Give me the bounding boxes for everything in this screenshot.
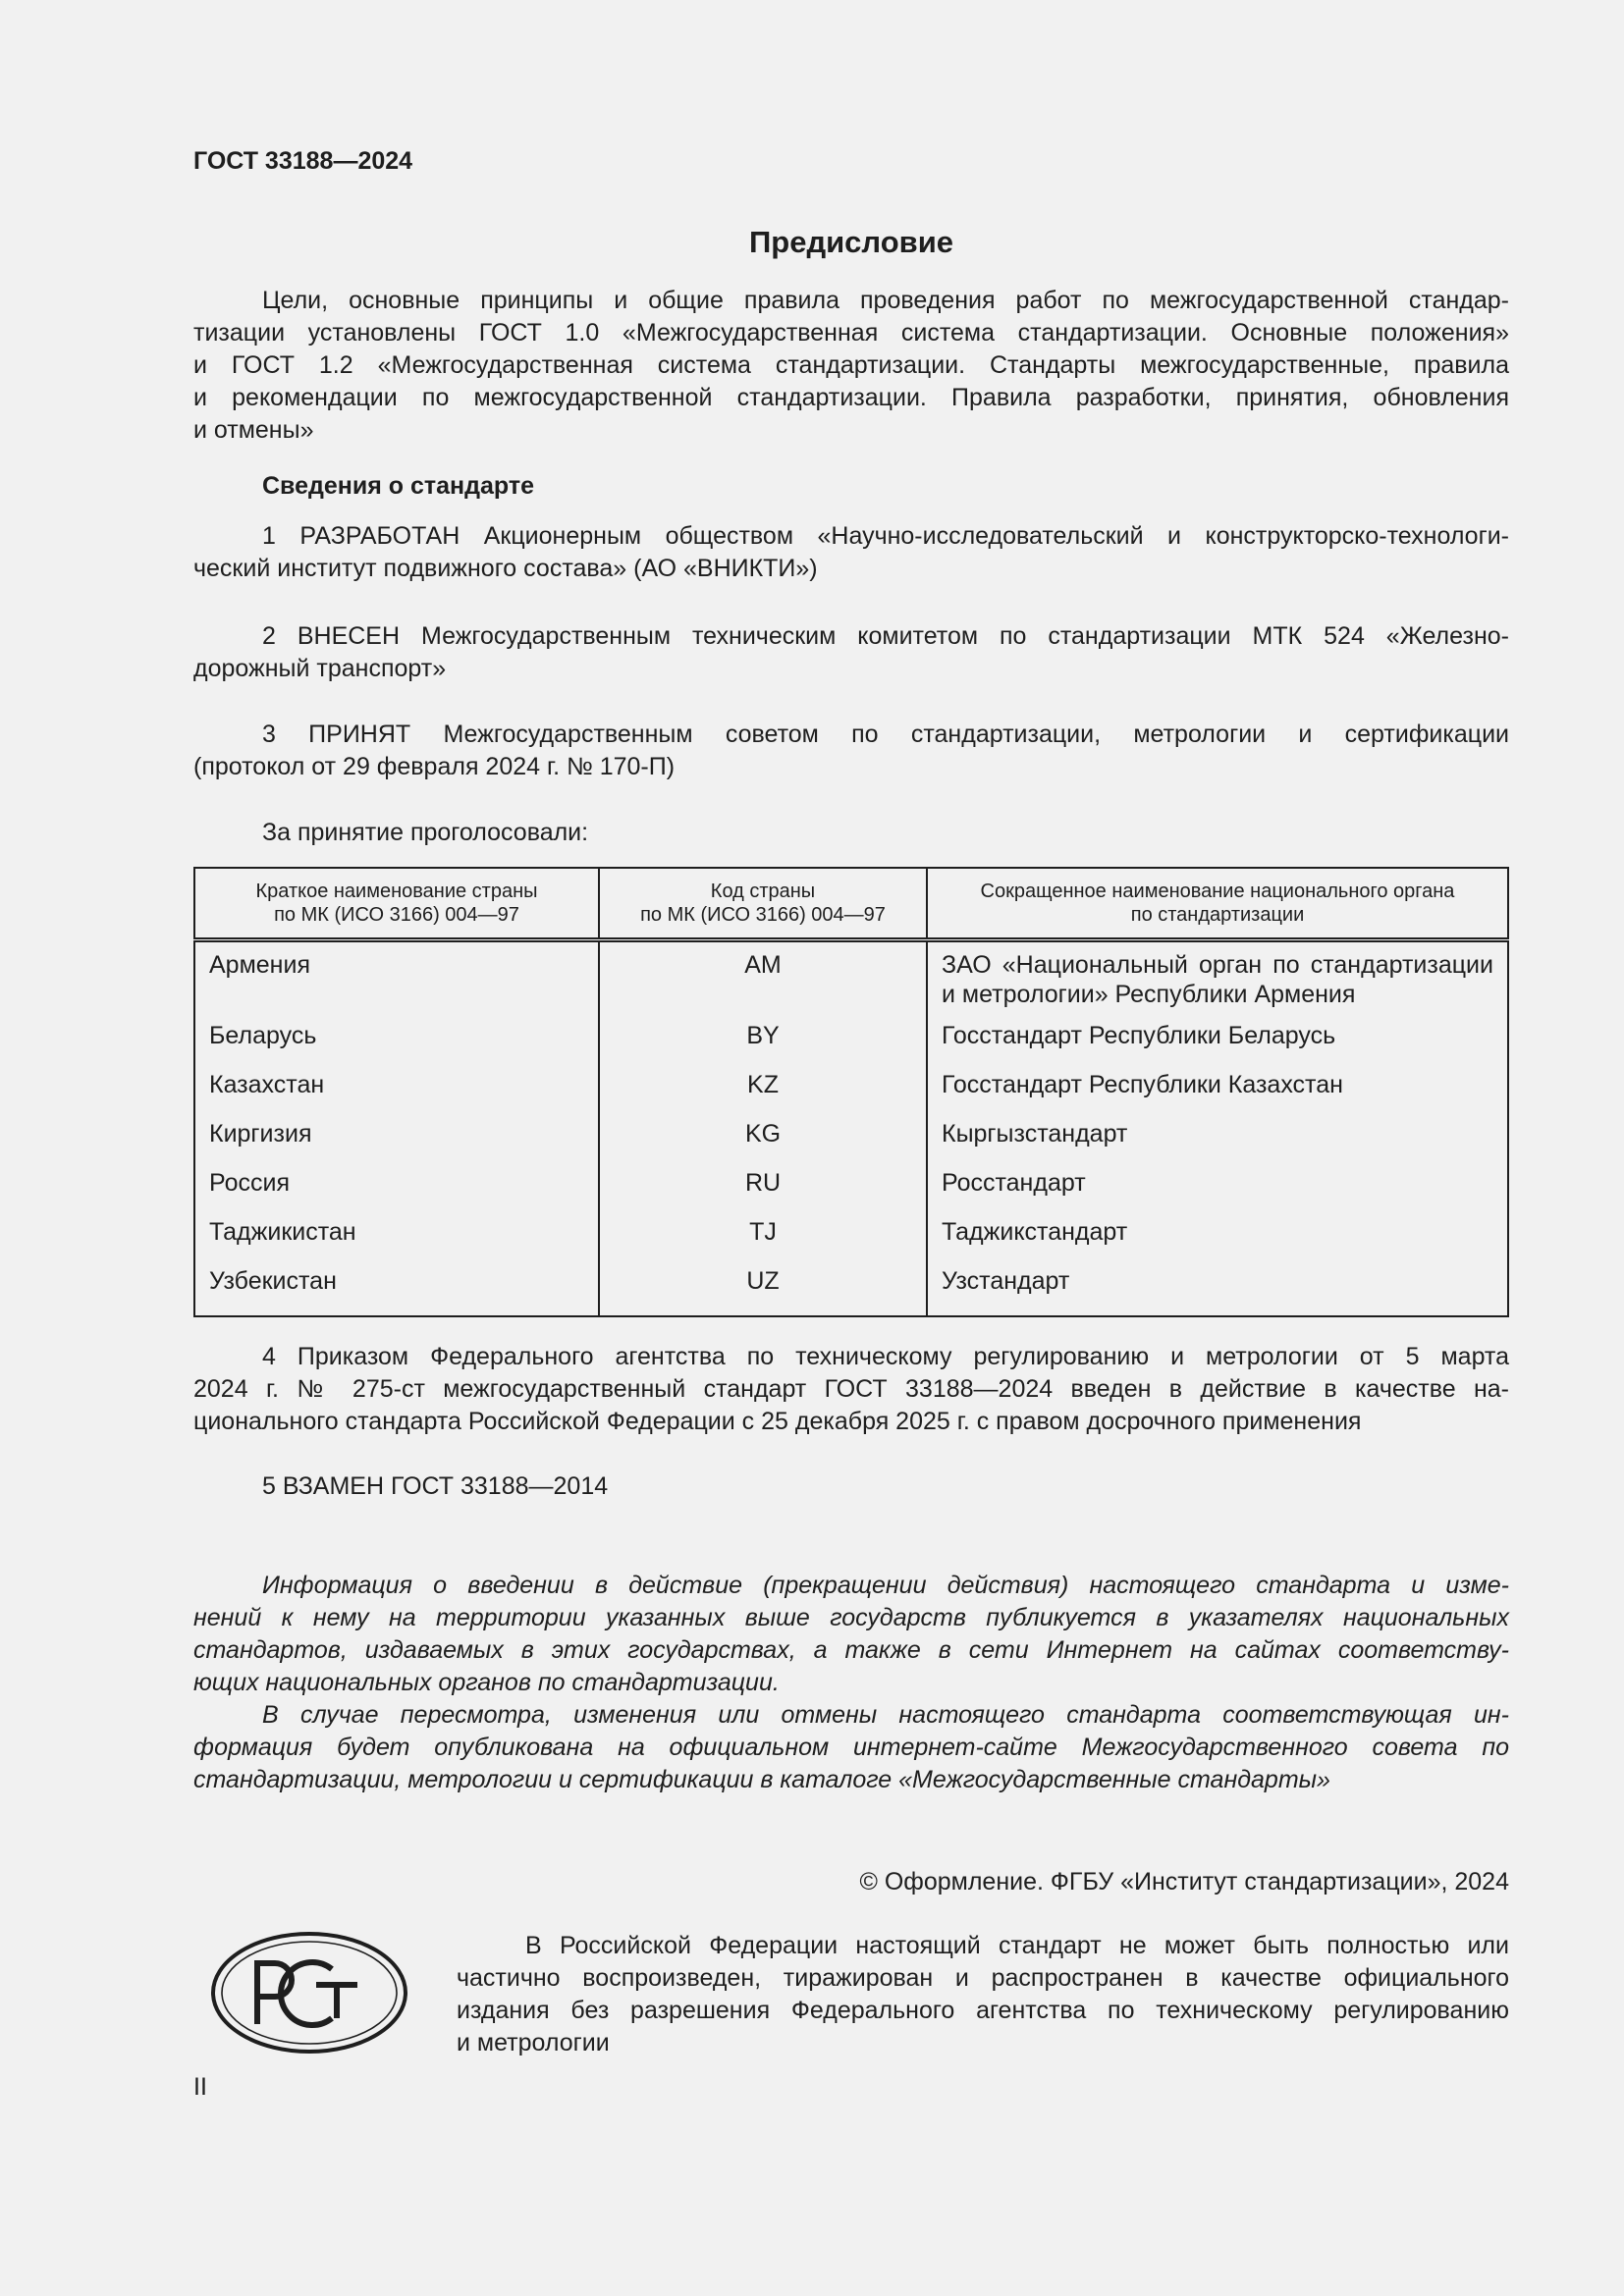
table-header-row — [194, 868, 1508, 940]
document-id: ГОСТ 33188—2024 — [193, 147, 413, 175]
text-line: 4 Приказом Федерального агентства по техническому регулированию и метрологии от 5 марта — [262, 1343, 1509, 1370]
cell-code: AM — [599, 940, 927, 1022]
text-line: 5 ВЗАМЕН ГОСТ 33188—2014 — [262, 1472, 609, 1500]
item-1-paragraph — [193, 520, 1509, 585]
text-line: и отмены» — [193, 416, 314, 444]
table-row — [194, 940, 1508, 1022]
item-5-paragraph — [193, 1470, 1509, 1503]
text-line: формация будет опубликована на официальном интернет-сайте Межгосударственного совета по — [193, 1734, 1509, 1761]
text-line: В случае пересмотра, изменения или отмены настоящего стандарта соответствующая ин- — [262, 1701, 1509, 1729]
page-number: II — [193, 2073, 207, 2101]
cell-code: UZ — [599, 1266, 927, 1316]
cell-country: Узбекистан — [194, 1266, 599, 1316]
table-row — [194, 1266, 1508, 1316]
copyright-line: © Оформление. ФГБУ «Институт стандартизации», 2024 — [859, 1868, 1509, 1896]
text-line: В Российской Федерации настоящий стандарт не может быть полностью или — [525, 1932, 1509, 1959]
text-line: тизации установлены ГОСТ 1.0 «Межгосударственная система стандартизации. Основные положения» — [193, 319, 1509, 347]
voted-label — [193, 817, 1509, 849]
text-line: ческий институт подвижного состава» (АО «ВНИКТИ») — [193, 555, 818, 582]
text-line: 2 ВНЕСЕН Межгосударственным техническим комитетом по стандартизации МТК 524 «Железно- — [262, 622, 1509, 650]
text-line: (протокол от 29 февраля 2024 г. № 170-П) — [193, 753, 676, 780]
page-title: Предисловие — [748, 225, 953, 259]
cell-org: Кыргызстандарт — [927, 1119, 1508, 1168]
cell-org: Госстандарт Республики Казахстан — [927, 1070, 1508, 1119]
info-paragraph-1 — [193, 1570, 1509, 1699]
table-row — [194, 1070, 1508, 1119]
cell-org: Росстандарт — [927, 1168, 1508, 1217]
voting-table — [193, 867, 1509, 1317]
text-line: ющих национальных органов по стандартизации. — [193, 1669, 780, 1696]
item-3-paragraph — [193, 719, 1509, 783]
cell-org: Таджикстандарт — [927, 1217, 1508, 1266]
text-line: дорожный транспорт» — [193, 655, 447, 682]
text-line: За принятие проголосовали: — [262, 819, 589, 846]
cell-country: Таджикистан — [194, 1217, 599, 1266]
rst-logo-icon — [210, 1930, 408, 2056]
cell-org: Узстандарт — [927, 1266, 1508, 1316]
text-line: 2024 г. № 275-ст межгосударственный стандарт ГОСТ 33188—2024 введен в действие в качестве на- — [193, 1375, 1509, 1403]
cell-country: Казахстан — [194, 1070, 599, 1119]
text-line: и ГОСТ 1.2 «Межгосударственная система стандартизации. Стандарты межгосударственные, правила — [193, 351, 1509, 379]
item-4-paragraph — [193, 1341, 1509, 1438]
intro-paragraph — [193, 285, 1509, 447]
text-line: Цели, основные принципы и общие правила проведения работ по межгосударственной стандар- — [262, 287, 1509, 314]
text-line: Информация о введении в действие (прекращении действия) настоящего стандарта и изме- — [262, 1572, 1509, 1599]
section-subheading: Сведения о стандарте — [262, 472, 535, 500]
cell-code: KG — [599, 1119, 927, 1168]
cell-org: Госстандарт Республики Беларусь — [927, 1021, 1508, 1070]
text-line: стандартизации, метрологии и сертификации в каталоге «Межгосударственные стандарты» — [193, 1766, 1330, 1793]
text-line: частично воспроизведен, тиражирован и распространен в качестве официального — [457, 1964, 1509, 1992]
header-country-code: Код страны по МК (ИСО 3166) 004—97 — [599, 868, 927, 940]
cell-code: RU — [599, 1168, 927, 1217]
cell-country: Армения — [194, 940, 599, 1022]
text-line: 3 ПРИНЯТ Межгосударственным советом по стандартизации, метрологии и сертификации — [262, 721, 1509, 748]
text-line: нений к нему на территории указанных выше государств публикуется в указателях национальных — [193, 1604, 1509, 1631]
table-row — [194, 1168, 1508, 1217]
info-paragraph-2 — [193, 1699, 1509, 1796]
table-row — [194, 1217, 1508, 1266]
text-line: 1 РАЗРАБОТАН Акционерным обществом «Научно-исследовательский и конструкторско-технологи- — [262, 522, 1509, 550]
text-line: и рекомендации по межгосударственной стандартизации. Правила разработки, принятия, обновления — [193, 384, 1509, 411]
header-country-name: Краткое наименование страны по МК (ИСО 3166) 004—97 — [194, 868, 599, 940]
table-row — [194, 1021, 1508, 1070]
reproduction-notice — [457, 1930, 1509, 2059]
cell-org: ЗАО «Национальный орган по стандартизации и метрологии» Республики Армения — [927, 940, 1508, 1022]
table-row — [194, 1119, 1508, 1168]
header-national-body: Сокращенное наименование национального органа по стандартизации — [927, 868, 1508, 940]
cell-country: Россия — [194, 1168, 599, 1217]
text-line: стандартов, издаваемых в этих государствах, а также в сети Интернет на сайтах соответству- — [193, 1636, 1509, 1664]
cell-code: TJ — [599, 1217, 927, 1266]
cell-country: Киргизия — [194, 1119, 599, 1168]
cell-country: Беларусь — [194, 1021, 599, 1070]
text-line: издания без разрешения Федерального агентства по техническому регулированию — [457, 1997, 1509, 2024]
text-line: ционального стандарта Российской Федерации с 25 декабря 2025 г. с правом досрочного применения — [193, 1408, 1362, 1435]
cell-code: KZ — [599, 1070, 927, 1119]
text-line: и метрологии — [457, 2029, 610, 2056]
cell-code: BY — [599, 1021, 927, 1070]
item-2-paragraph — [193, 620, 1509, 685]
